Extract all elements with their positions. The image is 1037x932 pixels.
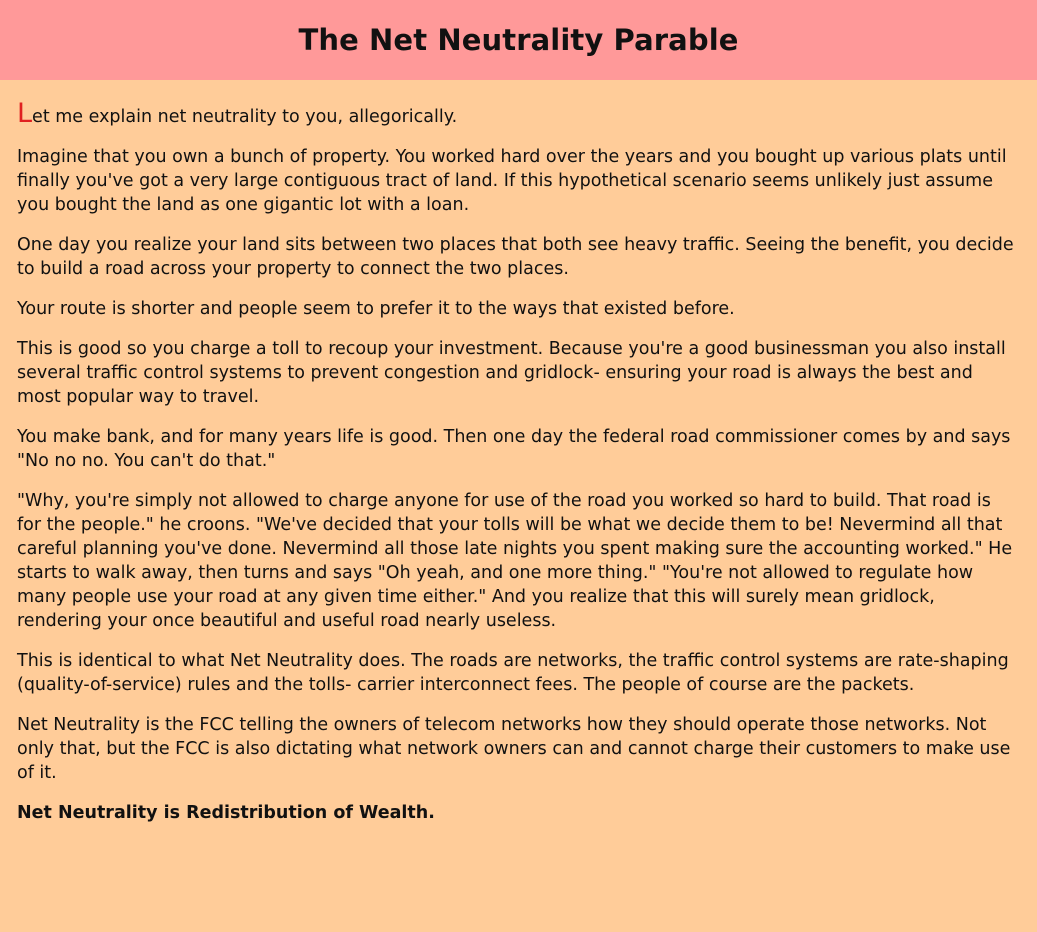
paragraph-road: One day you realize your land sits between two places that both see heavy traffic. Seeing the benefit, you decide to build a road across your property to connect the two places. bbox=[17, 235, 1014, 279]
intro-text: et me explain net neutrality to you, allegorically. bbox=[32, 107, 458, 127]
paragraph-commissioner: You make bank, and for many years life is good. Then one day the federal road commissioner comes by and says "No no no. You can't do that." bbox=[17, 427, 1011, 471]
page-header bbox=[0, 0, 1037, 80]
intro-paragraph bbox=[17, 98, 1020, 129]
paragraph-toll: This is good so you charge a toll to recoup your investment. Because you're a good businessman you also install several traffic control systems to prevent congestion and gridlock- ensuring your road is always the best and most popular way to travel. bbox=[17, 339, 1006, 407]
conclusion: Net Neutrality is Redistribution of Wealth. bbox=[17, 803, 435, 823]
article-body bbox=[0, 80, 1037, 825]
paragraph-analogy: This is identical to what Net Neutrality does. The roads are networks, the traffic control systems are rate-shaping (quality-of-service) rules and the tolls- carrier interconnect fees. The people of course are the packets. bbox=[17, 651, 1009, 695]
paragraph-property: Imagine that you own a bunch of property. You worked hard over the years and you bought up various plats until finally you've got a very large contiguous tract of land. If this hypothetical scenario seems unlikely just assume you bought the land as one gigantic lot with a loan. bbox=[17, 147, 1007, 215]
paragraph-route: Your route is shorter and people seem to prefer it to the ways that existed before. bbox=[17, 299, 735, 319]
paragraph-quote: "Why, you're simply not allowed to charge anyone for use of the road you worked so hard to build. That road is for the people." he croons. "We've decided that your tolls will be what we decide them to be! Nevermind all that careful planning you've done. Nevermind all those late nights you spent making sure the accounting worked." He starts to walk away, then turns and says "Oh yeah, and one more thing." "You're not allowed to regulate how many people use your road at any given time either." And you realize that this will surely mean gridlock, rendering your once beautiful and useful road nearly useless. bbox=[17, 491, 1013, 631]
paragraph-fcc: Net Neutrality is the FCC telling the owners of telecom networks how they should operate those networks. Not only that, but the FCC is also dictating what network owners can and cannot charge their customers to make use of it. bbox=[17, 715, 1011, 783]
page-title: The Net Neutrality Parable bbox=[298, 23, 739, 57]
drop-cap: L bbox=[17, 98, 33, 129]
